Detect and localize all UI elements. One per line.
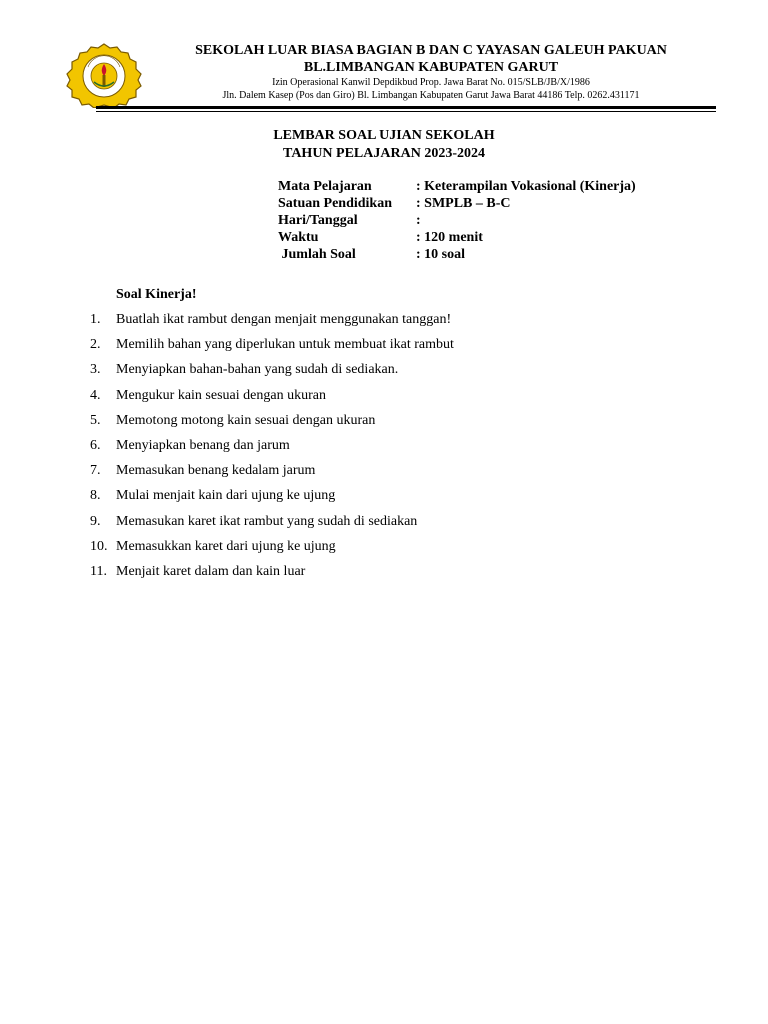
school-name: SEKOLAH LUAR BIASA BAGIAN B DAN C YAYASAN GALEUH PAKUAN: [195, 43, 667, 58]
item-number: 7.: [90, 463, 101, 479]
header-divider-thick: [96, 106, 716, 109]
exam-info-value: : 120 menit: [416, 230, 483, 245]
exam-info-value: : Keterampilan Vokasional (Kinerja): [416, 179, 636, 194]
item-text: Mengukur kain sesuai dengan ukuran: [116, 387, 326, 403]
exam-info-label: Jumlah Soal: [278, 247, 356, 262]
question-list: [90, 311, 454, 588]
list-item: [90, 361, 454, 386]
item-text: Memasukan benang kedalam jarum: [116, 463, 316, 479]
school-location: BL.LIMBANGAN KABUPATEN GARUT: [303, 60, 559, 75]
exam-info-label: Waktu: [278, 230, 319, 245]
item-number: 5.: [90, 412, 101, 428]
item-number: 4.: [90, 387, 101, 403]
exam-info-value: : 10 soal: [416, 247, 465, 262]
header-divider-thin: [96, 111, 716, 112]
item-number: 10.: [90, 538, 108, 554]
letterhead: [64, 42, 716, 112]
list-item: [90, 412, 454, 437]
item-text: Mulai menjait kain dari ujung ke ujung: [116, 488, 336, 504]
item-number: 6.: [90, 437, 101, 453]
item-text: Menyiapkan benang dan jarum: [116, 437, 290, 453]
list-item: [90, 437, 454, 462]
item-number: 1.: [90, 312, 101, 327]
item-text: Menjait karet dalam dan kain luar: [116, 563, 306, 579]
item-text: Memasukan karet ikat rambut yang sudah di sediakan: [116, 513, 418, 529]
item-number: 8.: [90, 488, 101, 504]
school-logo-icon: [64, 42, 144, 108]
item-text: Memotong motong kain sesuai dengan ukuran: [116, 412, 376, 428]
exam-info-label: Satuan Pendidikan: [278, 196, 392, 211]
item-text: Menyiapkan bahan-bahan yang sudah di sediakan.: [116, 362, 399, 378]
list-item: [90, 538, 454, 563]
exam-info-value: :: [416, 213, 421, 228]
list-item: [90, 462, 454, 487]
item-number: 11.: [90, 563, 107, 579]
exam-info-label: Mata Pelajaran: [278, 179, 372, 194]
item-number: 2.: [90, 337, 101, 353]
item-text: Buatlah ikat rambut dengan menjait menggunakan tanggan!: [116, 312, 452, 327]
list-item: [90, 513, 454, 538]
exam-info-label: Hari/Tanggal: [278, 213, 358, 228]
item-number: 9.: [90, 513, 101, 529]
list-item: [90, 487, 454, 512]
list-item: [90, 336, 454, 361]
list-item: [90, 563, 454, 588]
school-address: Jln. Dalem Kasep (Pos dan Giro) Bl. Limbangan Kabupaten Garut Jawa Barat 44186 Telp. 0262.431171: [222, 90, 640, 101]
item-text: Memilih bahan yang diperlukan untuk membuat ikat rambut: [116, 337, 454, 353]
section-title: Soal Kinerja!: [116, 287, 197, 302]
exam-info-value: : SMPLB – B-C: [416, 196, 511, 211]
letterhead-text: [146, 42, 716, 102]
document-title: LEMBAR SOAL UJIAN SEKOLAH: [273, 128, 495, 143]
item-text: Memasukkan karet dari ujung ke ujung: [116, 538, 336, 554]
item-number: 3.: [90, 362, 101, 378]
school-permit: Izin Operasional Kanwil Depdikbud Prop. Jawa Barat No. 015/SLB/JB/X/1986: [272, 77, 590, 88]
list-item: [90, 311, 454, 336]
list-item: [90, 387, 454, 412]
document-subtitle: TAHUN PELAJARAN 2023-2024: [283, 146, 485, 161]
